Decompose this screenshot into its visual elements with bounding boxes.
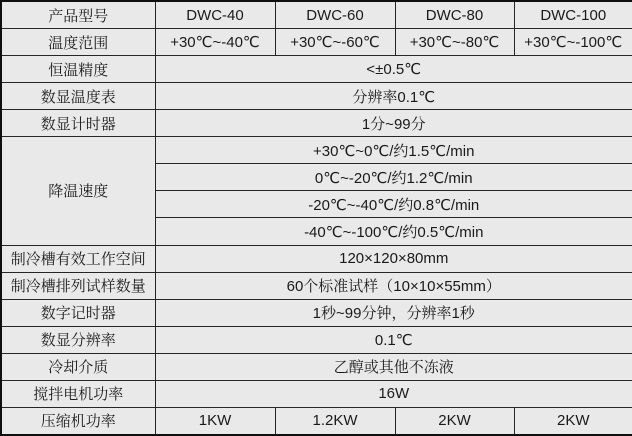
row-label-accuracy: 恒温精度 [1, 56, 155, 83]
compressor-power-cell: 1KW [155, 407, 275, 435]
temp-range-cell: +30℃~-100℃ [514, 29, 632, 56]
cooling-rate-value: -40℃~-100℃/约0.5℃/min [155, 218, 632, 245]
row-label-stir-motor-power: 搅拌电机功率 [1, 380, 155, 407]
cooling-rate-value: +30℃~0℃/约1.5℃/min [155, 137, 632, 164]
row-label-work-space: 制冷槽有效工作空间 [1, 245, 155, 272]
model-cell: DWC-80 [395, 1, 514, 29]
row-label-temp-display: 数显温度表 [1, 83, 155, 110]
compressor-power-cell: 2KW [514, 407, 632, 435]
work-space-value: 120×120×80mm [155, 245, 632, 272]
model-cell: DWC-60 [275, 1, 395, 29]
accuracy-value: <±0.5℃ [155, 56, 632, 83]
temp-range-cell: +30℃~-40℃ [155, 29, 275, 56]
table-row-resolution [1, 326, 632, 353]
timer-display-value: 1分~99分 [155, 110, 632, 137]
temp-display-value: 分辨率0.1℃ [155, 83, 632, 110]
row-label-compressor-power: 压缩机功率 [1, 407, 155, 435]
cooling-rate-value: -20℃~-40℃/约0.8℃/min [155, 191, 632, 218]
digital-timer-value: 1秒~99分钟，分辨率1秒 [155, 299, 632, 326]
model-cell: DWC-100 [514, 1, 632, 29]
table-row-coolant [1, 353, 632, 380]
row-label-cooling-rate: 降温速度 [1, 137, 155, 245]
table-row-model [1, 1, 632, 29]
temp-range-cell: +30℃~-80℃ [395, 29, 514, 56]
table-row-work-space [1, 245, 632, 272]
row-label-model: 产品型号 [1, 1, 155, 29]
table-row-cooling-rate [1, 137, 632, 164]
table-row-stir-motor-power [1, 380, 632, 407]
resolution-value: 0.1℃ [155, 326, 632, 353]
table-row-sample-count [1, 272, 632, 299]
table-row-compressor-power [1, 407, 632, 435]
compressor-power-cell: 2KW [395, 407, 514, 435]
cooling-rate-value: 0℃~-20℃/约1.2℃/min [155, 164, 632, 191]
row-label-coolant: 冷却介质 [1, 353, 155, 380]
temp-range-cell: +30℃~-60℃ [275, 29, 395, 56]
table-row-temp-display [1, 83, 632, 110]
table-row-temp-range [1, 29, 632, 56]
model-cell: DWC-40 [155, 1, 275, 29]
row-label-digital-timer: 数字记时器 [1, 299, 155, 326]
sample-count-value: 60个标准试样（10×10×55mm） [155, 272, 632, 299]
table-row-digital-timer [1, 299, 632, 326]
compressor-power-cell: 1.2KW [275, 407, 395, 435]
table-row-accuracy [1, 56, 632, 83]
row-label-sample-count: 制冷槽排列试样数量 [1, 272, 155, 299]
table-row-timer-display [1, 110, 632, 137]
stir-motor-power-value: 16W [155, 380, 632, 407]
row-label-temp-range: 温度范围 [1, 29, 155, 56]
row-label-resolution: 数显分辨率 [1, 326, 155, 353]
coolant-value: 乙醇或其他不冻液 [155, 353, 632, 380]
row-label-timer-display: 数显计时器 [1, 110, 155, 137]
